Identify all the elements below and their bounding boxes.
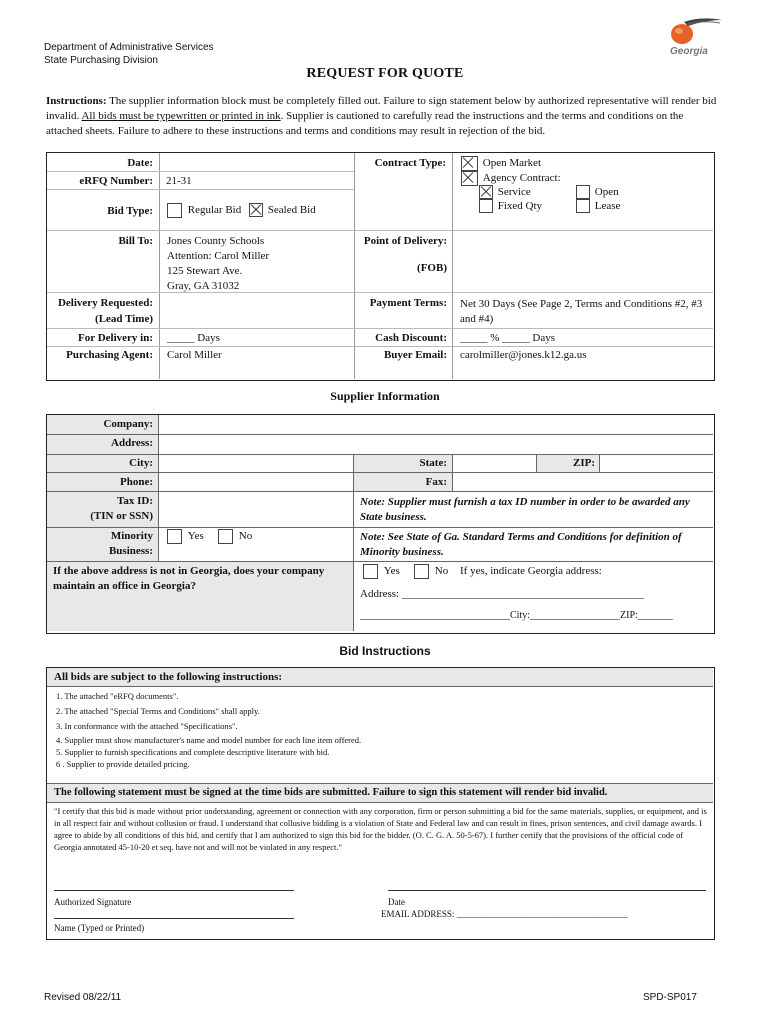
ga-city-zip-line[interactable]: ______________________________City:__________________ZIP:_______	[360, 610, 673, 621]
tax-id-field[interactable]	[160, 492, 352, 526]
for-delivery-value[interactable]: _____ Days	[167, 332, 220, 344]
zip-field[interactable]	[601, 455, 712, 471]
purchasing-agent-value: Carol Miller	[167, 349, 222, 361]
bid-type-label: Bid Type:	[107, 205, 153, 217]
bid-instructions-heading: Bid Instructions	[339, 644, 431, 658]
ga-office-yes-label: Yes	[383, 565, 400, 578]
revised-date: Revised 08/22/11	[44, 992, 122, 1003]
instructions	[46, 94, 722, 139]
agency-contract-label: Agency Contract:	[482, 172, 561, 185]
bill-to-line: Jones County Schools	[167, 235, 265, 247]
fax-field[interactable]	[454, 473, 712, 490]
regular-bid-checkbox[interactable]	[167, 203, 182, 218]
open-option[interactable]	[576, 185, 619, 199]
sealed-bid-checkbox[interactable]	[249, 203, 263, 217]
date-label: Date:	[127, 157, 153, 169]
minority-yes-label: Yes	[187, 530, 204, 543]
minority-label: Minority	[110, 530, 153, 542]
lease-label: Lease	[594, 199, 621, 212]
authorized-signature-label: Authorized Signature	[54, 897, 132, 907]
ga-office-yes-option[interactable]	[363, 564, 400, 579]
supplier-info-heading: Supplier Information	[330, 389, 440, 403]
fixed-qty-label: Fixed Qty	[497, 199, 543, 212]
erfq-number: 21-31	[166, 175, 192, 187]
zip-label: ZIP:	[573, 457, 595, 469]
cash-discount-label: Cash Discount:	[375, 332, 447, 344]
sealed-bid-option[interactable]	[249, 203, 316, 217]
minority-no-option[interactable]	[218, 529, 252, 544]
open-label: Open	[594, 185, 619, 198]
name-typed-label: Name (Typed or Printed)	[54, 923, 145, 933]
minority-business-label: Business:	[108, 545, 153, 557]
address-label: Address:	[111, 437, 153, 449]
ga-office-no-label: No	[434, 565, 449, 578]
cash-discount-value[interactable]: _____ % _____ Days	[460, 332, 556, 344]
bid-subject-heading: All bids are subject to the following instructions:	[54, 671, 283, 683]
regular-bid-option[interactable]	[167, 203, 241, 218]
agency-contract-option[interactable]	[461, 171, 561, 186]
date-signature-label: Date	[388, 897, 405, 907]
bill-to-line: Gray, GA 31032	[167, 280, 240, 292]
list-item: 5. Supplier to furnish specifications and complete descriptive literature with bid.	[56, 747, 330, 757]
purchasing-agent-label: Purchasing Agent:	[66, 349, 153, 361]
ga-office-no-option[interactable]	[414, 564, 448, 579]
lease-checkbox[interactable]	[576, 199, 590, 213]
tax-id-note: Note: Supplier must furnish a tax ID number in order to be awarded any State business.	[360, 496, 690, 523]
phone-field[interactable]	[160, 473, 352, 490]
address-field[interactable]	[160, 436, 712, 453]
buyer-email-value: carolmiller@jones.k12.ga.us	[460, 349, 587, 361]
fixed-qty-option[interactable]	[479, 199, 542, 213]
open-market-checkbox[interactable]	[461, 156, 478, 171]
agency-contract-checkbox[interactable]	[461, 171, 478, 186]
open-market-label: Open Market	[482, 157, 542, 170]
city-label: City:	[129, 457, 153, 469]
for-delivery-label: For Delivery in:	[78, 332, 153, 344]
bill-to-label: Bill To:	[118, 235, 153, 247]
bill-to-line: Attention: Carol Miller	[167, 250, 270, 262]
page-title: REQUEST FOR QUOTE	[306, 66, 464, 81]
service-option[interactable]	[479, 185, 531, 199]
sealed-bid-label: Sealed Bid	[267, 203, 316, 216]
lease-option[interactable]	[576, 199, 620, 213]
email-address-line[interactable]: EMAIL ADDRESS: ______________________________________	[381, 909, 628, 919]
regular-bid-label: Regular Bid	[187, 204, 242, 217]
list-item: 4. Supplier must show manufacturer's name and model number for each line item offered.	[56, 735, 362, 745]
minority-no-checkbox[interactable]	[218, 529, 233, 544]
contract-type-label: Contract Type:	[374, 157, 446, 169]
logo-text: Georgia	[670, 46, 708, 57]
instructions-text-2: . Supplier is cautioned to carefully read the instructions and the terms and conditions on the attached sheets. Failure to adhere to these instructions and terms and conditions may result in rejection of the bid.	[46, 110, 684, 137]
open-checkbox[interactable]	[576, 185, 590, 199]
erfq-label: eRFQ Number:	[79, 175, 153, 187]
phone-label: Phone:	[120, 476, 153, 488]
ga-office-yes-checkbox[interactable]	[363, 564, 378, 579]
certification-text: "I certify that this bid is made without prior understanding, agreement or connection with any corporation, firm or person submitting a bid for the same materials, supplies, or equipment, and is in all respect fair and without collusion or fraud. I understand that collusive bidding is a violation of State and Federal law and can result in fines, prison sentences, and civil damage awards. I agree to abide by all conditions of this bid, and certify that I am authorized to sign this bid for the bidder. (O. C. G. A. 50-5-67). I further certify that the provisions of the official code of Georgia annotated 45-10-20 et seq. have not and will not be violated in any respect."	[54, 806, 707, 852]
bill-to-address	[167, 234, 269, 294]
company-label: Company:	[103, 418, 153, 430]
payment-terms-label: Payment Terms:	[369, 297, 447, 309]
instructions-underlined: All bids must be typewritten or printed in ink	[81, 110, 281, 122]
state-field[interactable]	[454, 455, 535, 471]
georgia-office-question: If the above address is not in Georgia, does your company maintain an office in Georgia?	[53, 565, 325, 592]
minority-yes-option[interactable]	[167, 529, 204, 544]
tin-label: (TIN or SSN)	[90, 510, 153, 522]
ga-office-no-checkbox[interactable]	[414, 564, 429, 579]
ga-address-line[interactable]: Address: ____________________________________________	[360, 588, 644, 600]
department-name: Department of Administrative Services	[44, 42, 214, 53]
date-signature-field[interactable]	[388, 892, 706, 904]
state-label: State:	[419, 457, 447, 469]
service-checkbox[interactable]	[479, 185, 493, 199]
list-item: 2. The attached "Special Terms and Conditions" shall apply.	[56, 706, 260, 716]
company-field[interactable]	[160, 416, 712, 433]
instructions-text-1: The supplier information block must be completely filled out. Failure to sign statement below by authorized representative will render bid invalid.	[46, 95, 717, 122]
open-market-option[interactable]	[461, 156, 541, 171]
minority-note: Note: See State of Ga. Standard Terms and Conditions for definition of Minority business.	[360, 531, 682, 558]
tax-id-label: Tax ID:	[117, 495, 153, 507]
division-name: State Purchasing Division	[44, 55, 158, 66]
buyer-email-label: Buyer Email:	[383, 349, 447, 361]
fixed-qty-checkbox[interactable]	[479, 199, 493, 213]
city-field[interactable]	[160, 455, 352, 471]
minority-yes-checkbox[interactable]	[167, 529, 182, 544]
payment-terms-value: Net 30 Days (See Page 2, Terms and Conditions #2, #3 and #4)	[460, 298, 703, 325]
list-item: 3. In conformance with the attached "Specifications".	[56, 721, 238, 731]
list-item: 1. The attached "eRFQ documents".	[56, 691, 179, 701]
fob-label: (FOB)	[417, 262, 447, 274]
form-number: SPD-SP017	[643, 992, 697, 1003]
point-of-delivery-label: Point of Delivery:	[363, 235, 447, 247]
bid-instructions-list	[56, 689, 361, 770]
ga-if-yes-text: If yes, indicate Georgia address:	[460, 565, 602, 577]
delivery-requested-label: Delivery Requested:	[57, 297, 153, 309]
fax-label: Fax:	[425, 476, 447, 488]
instructions-label: Instructions:	[46, 95, 107, 107]
bill-to-line: 125 Stewart Ave.	[167, 265, 243, 277]
signature-statement-heading: The following statement must be signed at the time bids are submitted. Failure to sign this statement will render bid invalid.	[54, 787, 608, 798]
list-item: 6 . Supplier to provide detailed pricing.	[56, 759, 190, 769]
lead-time-label: (Lead Time)	[95, 313, 153, 325]
minority-no-label: No	[238, 530, 253, 543]
georgia-logo	[666, 12, 726, 62]
service-label: Service	[497, 185, 531, 198]
